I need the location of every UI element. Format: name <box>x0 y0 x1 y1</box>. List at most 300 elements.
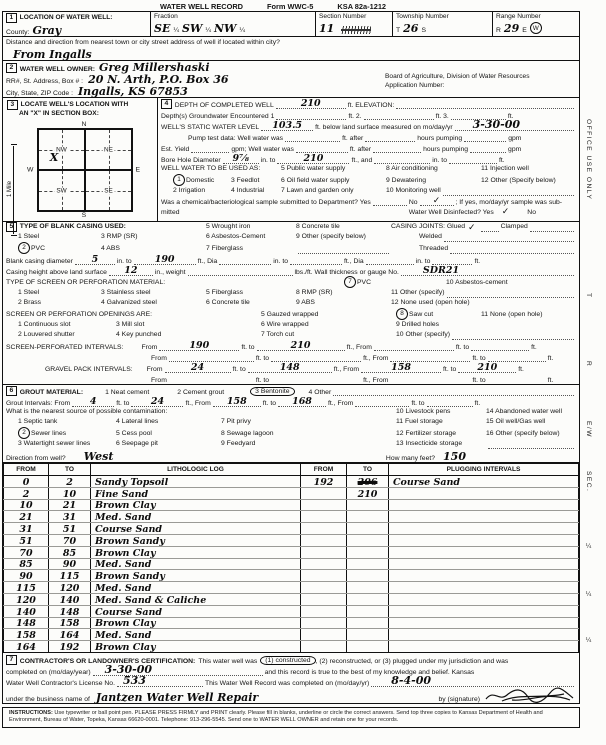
screen-intervals-label: SCREEN-PERFORATED INTERVALS: <box>6 344 124 351</box>
log-cell-desc <box>91 617 301 629</box>
groundwater-label: Depth(s) Groundwater Encountered 1 <box>161 113 275 120</box>
hours-pumping-label: hours pumping <box>417 135 463 142</box>
section4-number: 4 <box>161 99 172 109</box>
mitted-label: mitted <box>161 209 180 216</box>
margin-ew-label: E/W <box>585 421 592 438</box>
log-cell-plug-from <box>301 476 347 488</box>
log-cell-plug-desc <box>389 476 579 488</box>
log-cell-plug-to <box>347 487 389 499</box>
blank-gi4 <box>278 397 326 407</box>
gauge-value: SDR21 <box>422 265 460 276</box>
log-cell-desc-value: Fine Sand <box>95 488 149 500</box>
decorative <box>6 23 147 36</box>
contam-other-blank <box>486 439 576 449</box>
log-cell-from-value: 148 <box>16 618 36 629</box>
office-use-margin <box>580 11 604 728</box>
decorative <box>3 254 579 265</box>
log-cell-to-value: 120 <box>59 582 80 594</box>
contam-option-12: 12 Fertilizer storage <box>396 430 457 437</box>
log-cell-plug-to <box>347 558 389 570</box>
log-cell-desc-value: Brown Sandy <box>95 571 165 582</box>
decorative <box>154 21 312 34</box>
margin-quarter-1: ¼ <box>585 543 592 552</box>
scribbled-out-text <box>341 26 371 34</box>
decorative <box>385 63 575 72</box>
log-cell-plug-from <box>301 641 347 653</box>
form-number: Form WWC-5 <box>267 2 314 11</box>
circled-2: 2 <box>18 242 30 254</box>
contam-option-3: 3 Watertight sewer lines <box>18 440 91 447</box>
blank-gp3 <box>361 363 441 373</box>
fraction-3: NW <box>213 22 237 35</box>
ft-to-label: ft. to <box>116 400 130 407</box>
log-cell-plug-desc <box>389 629 579 641</box>
col-lithologic-log: LITHOLOGIC LOG <box>91 464 301 476</box>
use-option-7: 7 Lawn and garden only <box>281 187 354 194</box>
in-to-label: in. to <box>116 258 132 265</box>
casing-other-blank <box>296 242 391 254</box>
section7-certification <box>3 653 579 703</box>
log-cell-to <box>49 487 91 499</box>
blank-dia2 <box>219 255 271 265</box>
from-label: From <box>151 355 167 362</box>
quadrant-sw <box>38 170 85 211</box>
no-label: No <box>527 209 536 216</box>
decorative <box>271 375 361 384</box>
decorative <box>496 21 576 34</box>
log-cell-to <box>49 534 91 546</box>
log-cell-plug-desc <box>389 487 579 499</box>
ft-to-label: ft. to <box>255 355 270 362</box>
log-cell-plug-from <box>301 511 347 523</box>
log-cell-to-value: 21 <box>62 500 77 511</box>
log-row <box>4 617 579 629</box>
agency-block <box>381 61 579 97</box>
decorative <box>158 153 579 164</box>
log-row <box>4 511 579 523</box>
decorative <box>158 131 579 142</box>
ft-after-label: ft. after <box>349 146 372 153</box>
log-cell-to <box>49 582 91 594</box>
one-mile-indicator <box>7 144 19 236</box>
log-cell-plug-to <box>347 511 389 523</box>
blank-welded <box>444 232 574 242</box>
log-cell-from <box>4 593 49 605</box>
quadrant-nw-label: NW <box>56 146 67 153</box>
gw-ft3-label: ft. 3. <box>435 113 449 120</box>
township-t: T <box>396 27 401 34</box>
distance-question: Distance and direction from nearest town or city street address of well if located within city? <box>6 39 280 46</box>
margin-r-label: R <box>585 361 592 368</box>
log-cell-to-value: 2 <box>66 476 73 488</box>
col-to-1: TO <box>49 464 91 476</box>
quarter-mark: ¼ <box>173 27 179 34</box>
blank-yield2 <box>296 143 348 153</box>
log-cell-from-value: 2 <box>22 488 30 500</box>
instructions-label: INSTRUCTIONS: <box>9 709 53 716</box>
log-cell-to-value: 140 <box>59 594 80 606</box>
section7-number: 7 <box>6 655 17 665</box>
log-cell-from-value: 158 <box>16 630 36 641</box>
log-cell-to <box>49 499 91 511</box>
blank-swl <box>261 121 313 131</box>
screen-option-7-label: PVC <box>357 279 371 286</box>
blank-gp2 <box>248 363 332 373</box>
yield-label: Est. Yield <box>161 146 190 153</box>
ft-label: ft. <box>507 113 514 120</box>
use-option-6: 6 Oil field water supply <box>281 177 350 184</box>
elevation-label: ft. ELEVATION: <box>347 102 395 109</box>
log-cell-plug-to <box>347 546 389 558</box>
quadrant-se-label: SE <box>104 187 113 194</box>
blank-completed-date <box>93 662 263 676</box>
contam-option-2-selected <box>6 427 111 439</box>
contam-option-16: 16 Other (specify below) <box>486 430 560 437</box>
log-cell-plug-from <box>301 523 347 535</box>
sample-tail: ; If yes, mo/day/yr sample was sub- <box>455 199 563 206</box>
decorative <box>396 21 489 34</box>
log-cell-plug-from <box>301 487 347 499</box>
blank-dia4 <box>366 255 414 265</box>
log-cell-plug-from <box>301 570 347 582</box>
distance-value: From Ingalls <box>13 48 92 61</box>
blank-gw1 <box>276 110 346 120</box>
log-cell-desc <box>91 523 301 535</box>
blank-gauge <box>401 266 574 276</box>
decorative <box>3 373 579 384</box>
log-row <box>4 546 579 558</box>
blank-monitoring <box>443 186 574 196</box>
fraction-1: SE <box>154 22 171 35</box>
gravel-to-2: 210 <box>477 362 498 373</box>
decorative <box>3 673 579 687</box>
contam-option-10: 10 Livestock pens <box>396 408 451 415</box>
blank-diam-ft <box>134 255 196 265</box>
log-cell-desc <box>91 534 301 546</box>
contam-option-14: 14 Abandoned water well <box>486 408 562 415</box>
ft-from-label: ft., From <box>363 355 389 362</box>
blank-bore2 <box>374 154 430 164</box>
log-cell-plug-to <box>347 523 389 535</box>
swl-mid-label: ft. below land surface measured on mo/day/yr <box>315 124 453 131</box>
casing-option-6: 6 Asbestos-Cement <box>206 233 266 240</box>
screen-option-3: 3 Stainless steel <box>101 289 151 296</box>
grout-to-1: 24 <box>150 396 165 407</box>
log-cell-desc <box>91 476 301 488</box>
in-to-label: in. to <box>415 258 431 265</box>
blank-dia3 <box>290 255 342 265</box>
township-s: S <box>421 27 427 34</box>
log-cell-desc <box>91 511 301 523</box>
ft-label: ft. <box>474 258 481 265</box>
county-label: County: <box>6 29 30 36</box>
log-cell-plug-to-value: 206 <box>357 476 378 488</box>
ft-from-label: ft., From <box>363 377 389 384</box>
range-label: Range Number <box>496 13 541 20</box>
form-left-column <box>2 11 580 728</box>
blank-spi7 <box>390 352 470 362</box>
casing-height-label: Casing height above land surface <box>6 269 107 276</box>
static-level-value: 103.5 <box>272 120 302 131</box>
log-cell-desc <box>91 582 301 594</box>
screen-material-options <box>3 276 579 308</box>
log-cell-to <box>49 558 91 570</box>
decorative <box>3 362 579 373</box>
log-cell-desc <box>91 605 301 617</box>
township-value: 26 <box>403 22 419 35</box>
decorative <box>158 142 579 153</box>
grout-option-3-selected: 3 Bentonite <box>250 387 294 396</box>
log-cell-plug-desc <box>389 641 579 653</box>
opening-option-9: 9 Drilled holes <box>396 321 440 328</box>
quarter-mark: ¼ <box>205 27 211 34</box>
use-heading: WELL WATER TO BE USED AS: <box>161 165 261 172</box>
opening-option-7: 7 Torch cut <box>261 331 295 338</box>
decorative <box>319 21 389 34</box>
log-cell-to-value: 148 <box>59 606 80 618</box>
disinfected-question: Water Well Disinfected? Yes <box>408 209 494 216</box>
use-option-8: 8 Air conditioning <box>386 165 438 172</box>
blank-spi6 <box>271 352 361 362</box>
decorative <box>158 206 579 216</box>
ft-to-label: ft. to <box>443 366 457 373</box>
bore-depth-value: 210 <box>303 153 324 164</box>
log-cell-plug-from <box>301 617 347 629</box>
log-cell-to <box>49 570 91 582</box>
log-cell-desc-value: Brown Clay <box>95 641 156 653</box>
blank-gw2 <box>364 110 434 120</box>
log-cell-from-value: 120 <box>16 594 36 606</box>
log-cell-to <box>49 476 91 488</box>
log-cell-desc <box>91 546 301 558</box>
quadrant-ne-label: NE <box>104 146 113 153</box>
log-cell-plug-from <box>301 593 347 605</box>
address-label: RR#, St. Address, Box # : <box>6 78 84 85</box>
ft-label: ft. <box>531 344 537 351</box>
log-cell-desc-value: Course Sand <box>95 523 163 535</box>
use-option-1-label: Domestic <box>186 177 215 184</box>
casing-option-4: 4 ABS <box>101 245 120 252</box>
cert-line2b: and this record is true to the best of my knowledge and belief. Kansas <box>264 668 475 676</box>
range-cell <box>493 12 579 36</box>
blank-yield3 <box>373 143 421 153</box>
log-cell-plug-to-value: 210 <box>357 488 378 500</box>
log-cell-plug-from <box>301 629 347 641</box>
agency-name: Board of Agriculture, Division of Water Resources <box>385 73 530 80</box>
log-cell-plug-from <box>301 558 347 570</box>
decorative <box>158 196 579 206</box>
decorative <box>3 61 381 73</box>
use-option-1-selected <box>161 174 231 186</box>
log-cell-to-value: 90 <box>62 559 77 570</box>
log-cell-to-value: 158 <box>59 618 80 629</box>
blank-gi3 <box>213 397 261 407</box>
signature-scribble <box>484 687 576 703</box>
blank-swl-date <box>455 118 574 131</box>
log-cell-desc-value: Med. Sand <box>95 630 152 641</box>
log-cell-plug-to <box>347 570 389 582</box>
circled-1: 1 <box>173 174 185 186</box>
log-cell-to-value: 70 <box>62 535 77 547</box>
feet-value: 150 <box>443 450 466 463</box>
screen-option-11 <box>391 288 576 298</box>
blank-sample-yes <box>373 196 407 206</box>
ft-to-label: ft. to <box>472 377 486 384</box>
log-cell-plug-to <box>347 629 389 641</box>
log-cell-from <box>4 629 49 641</box>
log-cell-plug-to <box>347 476 389 488</box>
contamination-options <box>3 407 579 449</box>
log-row <box>4 534 579 546</box>
blank-record-date <box>371 673 574 687</box>
decorative <box>3 385 579 396</box>
depth-value: 210 <box>300 98 321 109</box>
contam-option-15: 15 Oil well/Gas well <box>486 418 546 425</box>
opening-options <box>3 308 579 340</box>
log-cell-plug-from <box>301 605 347 617</box>
log-cell-from <box>4 617 49 629</box>
log-table-body <box>4 476 579 653</box>
blank-spi4 <box>471 341 529 351</box>
threaded-row <box>391 242 576 254</box>
grout-option-4: 4 Other <box>308 389 332 396</box>
blank-screen-other <box>447 288 574 298</box>
section-box-grid <box>27 128 140 212</box>
clamped-label: Clamped <box>500 223 528 230</box>
section3-locate-box <box>3 98 158 221</box>
screen-option-10: 10 Asbestos-cement <box>446 279 508 286</box>
log-cell-desc-value: Med. Sand <box>95 559 152 570</box>
decorative <box>3 46 579 60</box>
log-cell-plug-from <box>301 499 347 511</box>
log-cell-desc-value: Med. Sand & Caliche <box>95 594 207 606</box>
contam-option-7: 7 Pit privy <box>221 418 251 425</box>
grout-intervals-label: Grout Intervals: From <box>6 400 71 407</box>
gpm-label: gpm <box>508 146 522 153</box>
col-from-1: FROM <box>4 464 49 476</box>
wall-label: lbs./ft. Wall thickness or gauge No. <box>294 269 399 276</box>
casing-joints-label: CASING JOINTS: Glued <box>391 223 466 230</box>
log-cell-from <box>4 558 49 570</box>
blank-contam-other <box>488 439 574 449</box>
log-cell-to-value: 31 <box>62 512 77 523</box>
blank-gp1 <box>165 363 231 373</box>
completed-date-value: 3-30-00 <box>104 662 153 676</box>
decorative <box>158 98 579 109</box>
log-cell-to <box>49 593 91 605</box>
screen-option-5: 5 Fiberglass <box>206 289 244 296</box>
mile-label: 1 Mile <box>7 180 14 198</box>
log-row <box>4 487 579 499</box>
log-cell-plug-desc <box>389 605 579 617</box>
decorative <box>4 464 579 476</box>
fraction-cell <box>151 12 316 36</box>
ft-dia-label: ft., Dia <box>344 258 364 265</box>
decorative <box>488 375 546 384</box>
screen-option-1: 1 Steel <box>18 289 40 296</box>
record-date-value: 8-4-00 <box>391 673 432 687</box>
opening-option-8-selected <box>396 308 481 320</box>
log-cell-desc <box>91 593 301 605</box>
section2-number: 2 <box>6 63 17 73</box>
use-option-4: 4 Industrial <box>231 187 265 194</box>
sample-question: Was a chemical/bacteriological sample submitted to Department? Yes <box>161 199 371 206</box>
log-row <box>4 570 579 582</box>
log-cell-from-value: 164 <box>16 641 36 653</box>
casing-option-7: 7 Fiberglass <box>206 245 244 252</box>
blank-gp4 <box>458 363 516 373</box>
bore-label: Bore Hole Diameter <box>161 157 221 164</box>
decorative <box>3 653 579 665</box>
blank-sample-no <box>420 196 454 206</box>
instructions-text: Use typewriter or ball point pen. PLEASE PRESS FIRMLY and PRINT clearly. Please fill in blanks, underline or circle the correct answers. Send top three copies to Kansas Department of Health and Environment, Bureau of Water, Topeka, Kansas 66620-0001. Telephone: 913-296-5545. Send one to WATER WELL OWNER and retain one for your records. <box>9 709 543 724</box>
decorative <box>3 351 579 362</box>
opening-option-2: 2 Louvered shutter <box>18 331 75 338</box>
log-cell-from-value: 31 <box>19 523 33 535</box>
grout-heading: GROUT MATERIAL: <box>19 389 84 396</box>
log-cell-plug-desc <box>389 523 579 535</box>
log-cell-desc <box>91 558 301 570</box>
decorative <box>6 13 147 23</box>
log-cell-plug-desc <box>389 558 579 570</box>
log-cell-from-value: 0 <box>22 476 30 488</box>
decorative <box>3 449 579 462</box>
section3-heading-2: AN "X" IN SECTION BOX: <box>19 110 99 117</box>
signature-label: by (signature) <box>438 695 480 703</box>
hours-pumping-label: hours pumping <box>423 146 469 153</box>
blank-height <box>109 266 153 276</box>
quadrant-nw <box>38 129 85 170</box>
ft-to-label: ft. to <box>255 377 270 384</box>
log-cell-plug-from <box>301 546 347 558</box>
opening-option-10-label: 10 Other (specify) <box>396 331 451 338</box>
log-cell-from <box>4 605 49 617</box>
disinfected-yes-check: ✓ <box>501 207 510 217</box>
blank-gi2 <box>131 397 183 407</box>
fraction-label: Fraction <box>154 13 178 20</box>
log-cell-desc-value: Med. Sand <box>95 512 152 523</box>
log-cell-plug-desc <box>389 570 579 582</box>
ft-from-label: ft., From <box>185 400 211 407</box>
casing-option-5: 5 Wrought iron <box>206 223 251 230</box>
no-label: No <box>408 199 418 206</box>
address-value: 20 N. Arth, P.O. Box 36 <box>88 73 229 86</box>
glued-check: ✓ <box>468 223 476 233</box>
log-cell-desc-value: Sandy Topsoil <box>95 476 169 488</box>
section6-number: 6 <box>6 386 17 396</box>
compass-north-label: N <box>81 121 87 128</box>
form-title-line <box>0 0 606 11</box>
office-use-only-label: OFFICE USE ONLY <box>585 119 592 201</box>
col-to-2: TO <box>347 464 389 476</box>
log-cell-plug-desc <box>389 499 579 511</box>
log-cell-desc-value: Brown Sandy <box>95 535 165 547</box>
log-cell-plug-desc <box>389 582 579 594</box>
log-cell-plug-desc <box>389 534 579 546</box>
screen-option-2: 2 Brass <box>18 299 42 306</box>
blank-clamped <box>530 222 574 232</box>
log-row <box>4 605 579 617</box>
log-cell-plug-desc <box>389 511 579 523</box>
log-cell-to <box>49 605 91 617</box>
contam-option-4: 4 Lateral lines <box>116 418 159 425</box>
county-cell <box>3 12 151 36</box>
margin-quarter-2: ¼ <box>585 591 592 600</box>
threaded-label: Threaded <box>419 245 449 252</box>
direction-value: West <box>83 450 114 463</box>
blank-bore-in <box>223 154 259 164</box>
circled-8: 8 <box>396 308 408 320</box>
